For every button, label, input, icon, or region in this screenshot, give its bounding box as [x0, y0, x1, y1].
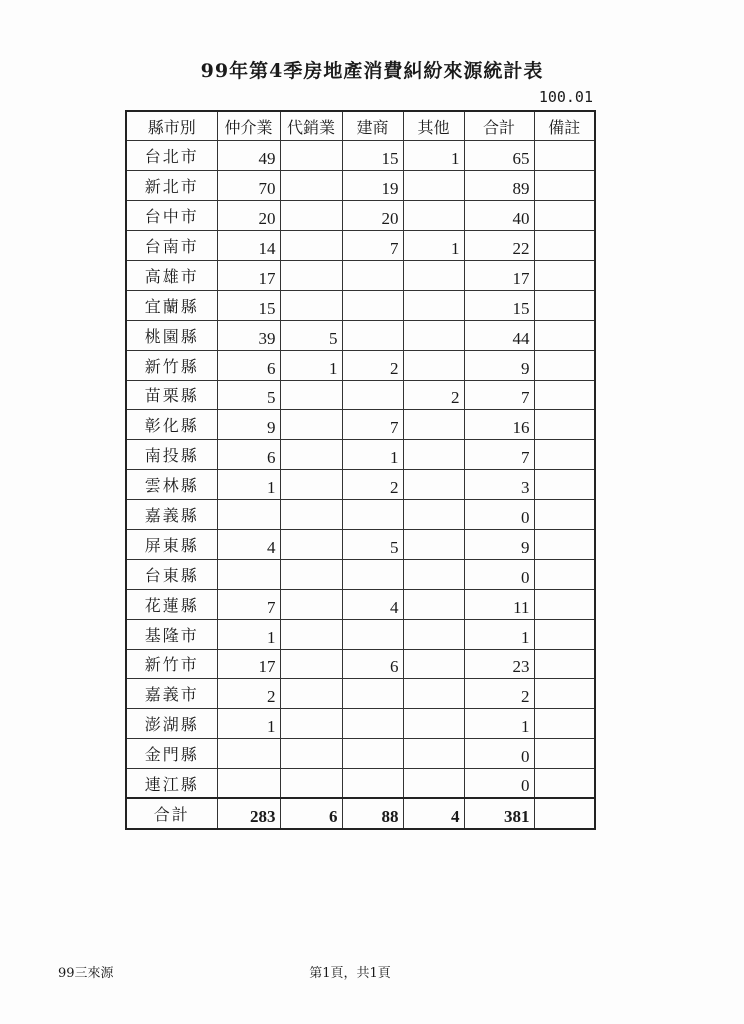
- total-cell: 0: [464, 769, 534, 799]
- other-cell: [403, 679, 464, 709]
- table-row: [126, 171, 595, 201]
- total-cell: 40: [464, 201, 534, 231]
- other-cell: [403, 589, 464, 619]
- builder-cell: 1: [342, 440, 403, 470]
- note-cell: [534, 709, 595, 739]
- note-cell: [534, 649, 595, 679]
- region-name-cell: 台北市: [126, 141, 217, 171]
- builder-cell: [342, 290, 403, 320]
- total-cell: 15: [464, 290, 534, 320]
- other-cell: [403, 559, 464, 589]
- total-cell: 23: [464, 649, 534, 679]
- agency-cell: [280, 619, 342, 649]
- other-cell: 2: [403, 380, 464, 410]
- region-name-cell: 嘉義市: [126, 679, 217, 709]
- region-name-cell: 澎湖縣: [126, 709, 217, 739]
- broker-cell: [217, 739, 280, 769]
- other-cell: [403, 201, 464, 231]
- agency-cell: [280, 231, 342, 261]
- total-cell: 89: [464, 171, 534, 201]
- table-row: [126, 290, 595, 320]
- broker-cell: 5: [217, 380, 280, 410]
- region-name-cell: 連江縣: [126, 769, 217, 799]
- note-cell: [534, 380, 595, 410]
- builder-cell: 7: [342, 410, 403, 440]
- total-cell: 0: [464, 739, 534, 769]
- other-cell: [403, 350, 464, 380]
- agency-cell: [280, 201, 342, 231]
- table-row: [126, 529, 595, 559]
- agency-cell: [280, 171, 342, 201]
- builder-cell: [342, 320, 403, 350]
- header-other: 其他: [403, 111, 464, 141]
- table-row: [126, 709, 595, 739]
- broker-cell: [217, 500, 280, 530]
- broker-cell: 17: [217, 649, 280, 679]
- statistics-table: [125, 110, 596, 830]
- table-row: [126, 201, 595, 231]
- agency-cell: [280, 500, 342, 530]
- other-cell: [403, 500, 464, 530]
- broker-cell: 15: [217, 290, 280, 320]
- agency-cell: 5: [280, 320, 342, 350]
- note-cell: [534, 529, 595, 559]
- total-cell: 0: [464, 559, 534, 589]
- builder-cell: [342, 709, 403, 739]
- builder-cell: 19: [342, 171, 403, 201]
- agency-cell: [280, 649, 342, 679]
- region-name-cell: 宜蘭縣: [126, 290, 217, 320]
- builder-cell: 2: [342, 350, 403, 380]
- agency-cell: [280, 380, 342, 410]
- agency-cell: [280, 260, 342, 290]
- note-cell: [534, 260, 595, 290]
- note-cell: [534, 679, 595, 709]
- region-name-cell: 南投縣: [126, 440, 217, 470]
- other-cell: [403, 171, 464, 201]
- table-row: [126, 500, 595, 530]
- region-name-cell: 合計: [126, 798, 217, 829]
- region-name-cell: 桃園縣: [126, 320, 217, 350]
- other-cell: [403, 260, 464, 290]
- agency-cell: 1: [280, 350, 342, 380]
- region-name-cell: 金門縣: [126, 739, 217, 769]
- builder-cell: [342, 679, 403, 709]
- note-cell: [534, 739, 595, 769]
- table-row: [126, 231, 595, 261]
- other-cell: [403, 290, 464, 320]
- total-cell: 3: [464, 470, 534, 500]
- broker-cell: 283: [217, 798, 280, 829]
- other-cell: 1: [403, 231, 464, 261]
- region-name-cell: 高雄市: [126, 260, 217, 290]
- total-cell: 9: [464, 529, 534, 559]
- broker-cell: 49: [217, 141, 280, 171]
- footer-page-number: 第1頁，共1頁: [309, 966, 391, 981]
- other-cell: [403, 529, 464, 559]
- broker-cell: 1: [217, 619, 280, 649]
- builder-cell: 4: [342, 589, 403, 619]
- region-name-cell: 台中市: [126, 201, 217, 231]
- report-date: 100.01: [538, 88, 593, 106]
- table-row: [126, 769, 595, 799]
- builder-cell: 15: [342, 141, 403, 171]
- region-name-cell: 彰化縣: [126, 410, 217, 440]
- note-cell: [534, 231, 595, 261]
- other-cell: [403, 410, 464, 440]
- total-cell: 44: [464, 320, 534, 350]
- table-row: [126, 320, 595, 350]
- note-cell: [534, 769, 595, 799]
- header-total: 合計: [464, 111, 534, 141]
- region-name-cell: 新竹縣: [126, 350, 217, 380]
- region-name-cell: 新竹市: [126, 649, 217, 679]
- region-name-cell: 苗栗縣: [126, 380, 217, 410]
- total-cell: 16: [464, 410, 534, 440]
- table-row: [126, 141, 595, 171]
- agency-cell: [280, 529, 342, 559]
- note-cell: [534, 798, 595, 829]
- table-row: [126, 739, 595, 769]
- broker-cell: 14: [217, 231, 280, 261]
- builder-cell: [342, 619, 403, 649]
- region-name-cell: 嘉義縣: [126, 500, 217, 530]
- builder-cell: 88: [342, 798, 403, 829]
- note-cell: [534, 500, 595, 530]
- agency-cell: 6: [280, 798, 342, 829]
- note-cell: [534, 589, 595, 619]
- region-name-cell: 花蓮縣: [126, 589, 217, 619]
- builder-cell: 6: [342, 649, 403, 679]
- agency-cell: [280, 440, 342, 470]
- note-cell: [534, 559, 595, 589]
- note-cell: [534, 171, 595, 201]
- builder-cell: [342, 260, 403, 290]
- header-agency: 代銷業: [280, 111, 342, 141]
- other-cell: [403, 649, 464, 679]
- note-cell: [534, 440, 595, 470]
- total-cell: 1: [464, 619, 534, 649]
- builder-cell: [342, 739, 403, 769]
- table-row: [126, 619, 595, 649]
- table-row: [126, 470, 595, 500]
- broker-cell: 1: [217, 709, 280, 739]
- table-row: [126, 589, 595, 619]
- note-cell: [534, 619, 595, 649]
- broker-cell: 1: [217, 470, 280, 500]
- other-cell: [403, 619, 464, 649]
- note-cell: [534, 350, 595, 380]
- region-name-cell: 雲林縣: [126, 470, 217, 500]
- table-total-row: [126, 798, 595, 829]
- broker-cell: [217, 559, 280, 589]
- agency-cell: [280, 679, 342, 709]
- agency-cell: [280, 739, 342, 769]
- total-cell: 11: [464, 589, 534, 619]
- region-name-cell: 新北市: [126, 171, 217, 201]
- builder-cell: 20: [342, 201, 403, 231]
- agency-cell: [280, 470, 342, 500]
- header-region: 縣市別: [126, 111, 217, 141]
- broker-cell: 2: [217, 679, 280, 709]
- other-cell: [403, 470, 464, 500]
- note-cell: [534, 141, 595, 171]
- agency-cell: [280, 559, 342, 589]
- broker-cell: 9: [217, 410, 280, 440]
- total-cell: 381: [464, 798, 534, 829]
- other-cell: 4: [403, 798, 464, 829]
- table-body: [126, 141, 595, 830]
- broker-cell: 39: [217, 320, 280, 350]
- table-row: [126, 559, 595, 589]
- table-header-row: [126, 111, 595, 141]
- other-cell: [403, 320, 464, 350]
- table-row: [126, 350, 595, 380]
- total-cell: 22: [464, 231, 534, 261]
- region-name-cell: 台南市: [126, 231, 217, 261]
- total-cell: 2: [464, 679, 534, 709]
- header-broker: 仲介業: [217, 111, 280, 141]
- builder-cell: 7: [342, 231, 403, 261]
- region-name-cell: 屏東縣: [126, 529, 217, 559]
- total-cell: 7: [464, 440, 534, 470]
- broker-cell: 4: [217, 529, 280, 559]
- builder-cell: 2: [342, 470, 403, 500]
- broker-cell: 6: [217, 440, 280, 470]
- region-name-cell: 基隆市: [126, 619, 217, 649]
- table-row: [126, 440, 595, 470]
- other-cell: [403, 769, 464, 799]
- agency-cell: [280, 589, 342, 619]
- broker-cell: 7: [217, 589, 280, 619]
- total-cell: 65: [464, 141, 534, 171]
- page-title: 99年第4季房地產消費糾紛來源統計表: [200, 60, 544, 82]
- table-row: [126, 649, 595, 679]
- broker-cell: 17: [217, 260, 280, 290]
- total-cell: 7: [464, 380, 534, 410]
- agency-cell: [280, 410, 342, 440]
- total-cell: 1: [464, 709, 534, 739]
- broker-cell: 20: [217, 201, 280, 231]
- broker-cell: 70: [217, 171, 280, 201]
- header-note: 備註: [534, 111, 595, 141]
- note-cell: [534, 320, 595, 350]
- agency-cell: [280, 709, 342, 739]
- header-builder: 建商: [342, 111, 403, 141]
- broker-cell: [217, 769, 280, 799]
- table-row: [126, 380, 595, 410]
- table-row: [126, 260, 595, 290]
- note-cell: [534, 470, 595, 500]
- builder-cell: [342, 380, 403, 410]
- table-row: [126, 679, 595, 709]
- total-cell: 0: [464, 500, 534, 530]
- footer-doc-id: 99三來源: [58, 966, 114, 981]
- note-cell: [534, 410, 595, 440]
- builder-cell: [342, 500, 403, 530]
- agency-cell: [280, 141, 342, 171]
- other-cell: [403, 739, 464, 769]
- other-cell: [403, 440, 464, 470]
- total-cell: 17: [464, 260, 534, 290]
- note-cell: [534, 290, 595, 320]
- other-cell: 1: [403, 141, 464, 171]
- note-cell: [534, 201, 595, 231]
- total-cell: 9: [464, 350, 534, 380]
- agency-cell: [280, 769, 342, 799]
- broker-cell: 6: [217, 350, 280, 380]
- builder-cell: 5: [342, 529, 403, 559]
- region-name-cell: 台東縣: [126, 559, 217, 589]
- table-row: [126, 410, 595, 440]
- other-cell: [403, 709, 464, 739]
- agency-cell: [280, 290, 342, 320]
- builder-cell: [342, 559, 403, 589]
- builder-cell: [342, 769, 403, 799]
